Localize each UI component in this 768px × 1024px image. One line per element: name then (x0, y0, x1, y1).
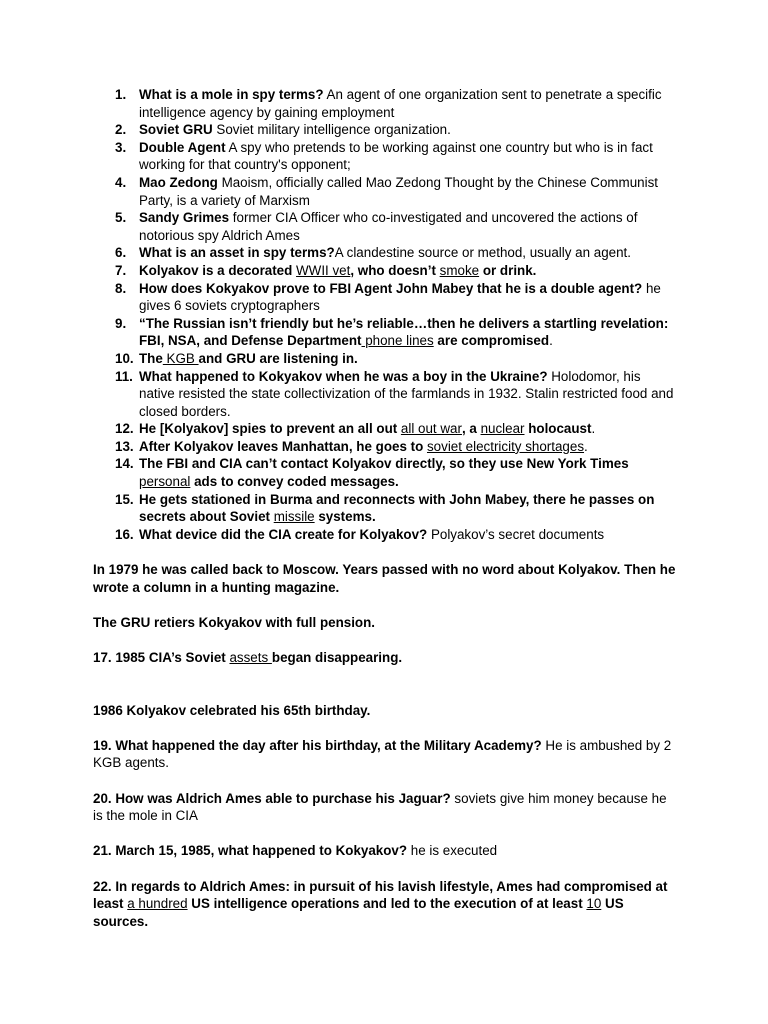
bold-text: Double Agent (139, 139, 226, 155)
bold-text: In 1979 he was called back to Moscow. Years passed with no word about Kolyakov. Then he wrote a column in a hunting magazine. (93, 562, 676, 595)
paragraph (93, 561, 678, 596)
bold-text: 1986 Kolyakov celebrated his 65th birthday. (93, 702, 371, 718)
list-item (93, 420, 678, 438)
list-number: 3. (115, 139, 127, 155)
underlined-answer: a hundred (127, 896, 188, 912)
answer-text: He is ambushed by 2 KGB agents. (93, 737, 672, 771)
underlined-answer: all out war (400, 421, 462, 437)
paragraph-gap (93, 631, 678, 649)
list-item (93, 526, 678, 544)
list-number: 2. (115, 122, 127, 138)
bold-text: What is an asset in spy terms? (139, 245, 335, 261)
bold-text: 19. What happened the day after his birthday, at the Military Academy? (93, 737, 542, 753)
answer-text: former CIA Officer who co-investigated and uncovered the actions of notorious spy Aldrich Ames (139, 210, 638, 243)
list-item (93, 262, 678, 280)
bold-text: , a (461, 421, 481, 437)
answer-text: A clandestine source or method, usually an agent. (334, 245, 631, 261)
paragraph-gap (93, 667, 678, 702)
underlined-answer: soviet electricity shortages (426, 438, 585, 454)
list-item (93, 139, 678, 174)
bold-text: 17. 1985 CIA’s Soviet (93, 650, 230, 665)
answer-text: he is executed (407, 843, 498, 859)
list-item (93, 174, 678, 209)
paragraph (93, 614, 678, 632)
list-item (93, 438, 678, 456)
bold-text: How does Kokyakov prove to FBI Agent John Mabey that he is a double agent? (139, 280, 643, 296)
paragraph (93, 842, 678, 860)
answer-text: soviets give him money because he is the mole in CIA (93, 790, 667, 824)
answer-text: . (549, 333, 553, 349)
underlined-answer: nuclear (480, 421, 525, 437)
list-number: 9. (115, 315, 127, 331)
paragraph-section (93, 543, 678, 930)
paragraph (93, 878, 678, 931)
list-number: 7. (115, 262, 127, 278)
underlined-answer: smoke (439, 262, 480, 278)
bold-text: He [Kolyakov] spies to prevent an all out (139, 421, 401, 437)
bold-text: The FBI and CIA can’t contact Kolyakov directly, so they use New York Times (139, 456, 629, 472)
list-item (93, 209, 678, 244)
bold-text: 22. In regards to Aldrich Ames: in pursuit of his lavish lifestyle, Ames had compromised at least (93, 878, 668, 912)
list-number: 10. (115, 350, 134, 366)
list-number: 1. (115, 87, 127, 102)
bold-text: systems. (314, 509, 376, 525)
paragraph-gap (93, 719, 678, 737)
bold-text: US sources. (93, 896, 624, 929)
list-number: 16. (115, 526, 134, 542)
answer-text: An agent of one organization sent to penetrate a specific intelligence agency by gaining employment (139, 87, 662, 120)
underlined-answer: assets (229, 650, 272, 665)
paragraph-gap (93, 543, 678, 561)
answer-text: Holodomor, his native resisted the state collectivization of the farmlands in 1932. Stalin restricted food and closed borders. (139, 368, 674, 419)
underlined-answer: WWII vet (296, 262, 351, 278)
bold-text: holocaust (524, 421, 592, 437)
answer-text: he gives 6 soviets cryptographers (139, 280, 661, 314)
answer-text: Soviet military intelligence organization. (212, 122, 451, 138)
answer-text: Polyakov’s secret documents (427, 526, 605, 542)
list-number: 11. (115, 368, 133, 384)
paragraph-gap (93, 772, 678, 790)
list-item (93, 350, 678, 368)
list-item (93, 368, 678, 421)
list-number: 6. (115, 245, 127, 261)
bold-text: are compromised (433, 333, 550, 349)
answer-text: A spy who pretends to be working against one country but who is in fact working for that country's opponent; (139, 139, 653, 173)
paragraph (93, 790, 678, 825)
paragraph-gap (93, 596, 678, 614)
bold-text: began disappearing. (271, 650, 403, 665)
bold-text: Kolyakov is a decorated (139, 262, 297, 278)
list-item (93, 86, 678, 121)
bold-text: He gets stationed in Burma and reconnects with John Mabey, there he passes on secrets about Soviet (139, 491, 655, 525)
bold-text: US intelligence operations and led to the execution of at least (187, 896, 587, 912)
bold-text: and GRU are listening in. (198, 350, 358, 366)
list-number: 13. (115, 438, 134, 454)
list-number: 8. (115, 280, 127, 296)
list-number: 4. (115, 174, 127, 190)
bold-text: 21. March 15, 1985, what happened to Kokyakov? (93, 843, 408, 859)
bold-text: or drink. (479, 262, 537, 278)
paragraph (93, 737, 678, 772)
bold-text: What device did the CIA create for Kolyakov? (139, 526, 428, 542)
underlined-answer: phone lines (361, 333, 434, 349)
list-item (93, 455, 678, 490)
list-number: 12. (115, 421, 134, 437)
bold-text: Soviet GRU (139, 122, 213, 138)
paragraph-gap (93, 825, 678, 843)
bold-text: After Kolyakov leaves Manhattan, he goes to (139, 438, 427, 454)
bold-text: 20. How was Aldrich Ames able to purchase his Jaguar? (93, 790, 451, 806)
paragraph-gap (93, 860, 678, 878)
bold-text: Mao Zedong (139, 174, 218, 190)
answer-text: . (591, 421, 596, 437)
answer-text: Maoism, officially called Mao Zedong Thought by the Chinese Communist Party, is a variety of Marxism (139, 174, 658, 208)
answer-text: . (584, 438, 588, 454)
bold-text: ads to convey coded messages. (190, 474, 399, 490)
list-item (93, 244, 678, 262)
underlined-answer: personal (139, 474, 191, 490)
bold-text: The GRU retiers Kokyakov with full pension. (93, 614, 376, 630)
bold-text: “The Russian isn’t friendly but he’s reliable…then he delivers a startling revelation: FBI, NSA, and Defense Department (139, 315, 669, 349)
list-number: 14. (115, 456, 134, 472)
bold-text: What is a mole in spy terms? (139, 87, 324, 102)
list-item (93, 280, 678, 315)
bold-text: The (139, 350, 163, 366)
question-list (93, 86, 678, 543)
list-item (93, 491, 678, 526)
bold-text: , who doesn’t (350, 262, 440, 278)
list-item (93, 315, 678, 350)
underlined-answer: KGB (162, 350, 199, 366)
bold-text: Sandy Grimes (139, 210, 230, 226)
paragraph (93, 702, 678, 720)
bold-text: What happened to Kokyakov when he was a boy in the Ukraine? (139, 368, 548, 384)
underlined-answer: 10 (586, 896, 602, 912)
list-item (93, 121, 678, 139)
list-number: 15. (115, 491, 134, 507)
list-number: 5. (115, 210, 127, 226)
paragraph (93, 649, 678, 667)
underlined-answer: missile (273, 509, 315, 525)
